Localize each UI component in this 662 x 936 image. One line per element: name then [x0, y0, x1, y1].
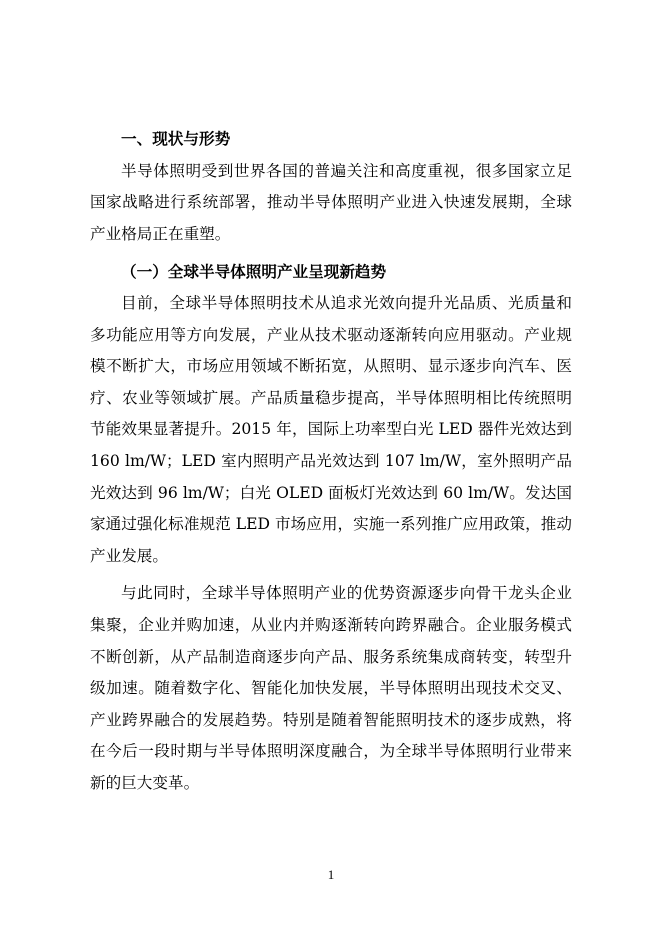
- section-heading: 一、现状与形势: [121, 130, 231, 148]
- subsection-heading: （一）全球半导体照明产业呈现新趋势: [121, 262, 387, 282]
- paragraph-trends: 目前，全球半导体照明技术从追求光效向提升光品质、光质量和多功能应用等方向发展，产业从技术驱动逐渐转向应用驱动。产业规模不断扩大，市场应用领域不断拓宽，从照明、显示逐步向汽车、医疗、农业等领域扩展。产品质量稳步提高，半导体照明相比传统照明节能效果显著提升。2015 年，国际上功率型白光 LED 器件光效达到 160 lm/W；LED 室内照明产品光效达到 107 lm/W，室外照明产品光效达到 96 lm/W；白光 OLED 面板灯光效达到 60 lm/W。发达国家通过强化标准规范 LED 市场应用，实施一系列推广应用政策，推动产业发展。: [90, 293, 572, 565]
- page-number: 1: [327, 867, 335, 882]
- document-body: [90, 124, 572, 805]
- paragraph-industry: 与此同时，全球半导体照明产业的优势资源逐步向骨干龙头企业集聚，企业并购加速，从业内并购逐渐转向跨界融合。企业服务模式不断创新，从产品制造商逐步向产品、服务系统集成商转变，转型升级加速。随着数字化、智能化加快发展，半导体照明出现技术交叉、产业跨界融合的发展趋势。特别是随着智能照明技术的逐步成熟，将在今后一段时期与半导体照明深度融合，为全球半导体照明行业带来新的巨大变革。: [90, 584, 572, 792]
- paragraph-intro: 半导体照明受到世界各国的普遍关注和高度重视，很多国家立足国家战略进行系统部署，推动半导体照明产业进入快速发展期，全球产业格局正在重塑。: [90, 161, 572, 243]
